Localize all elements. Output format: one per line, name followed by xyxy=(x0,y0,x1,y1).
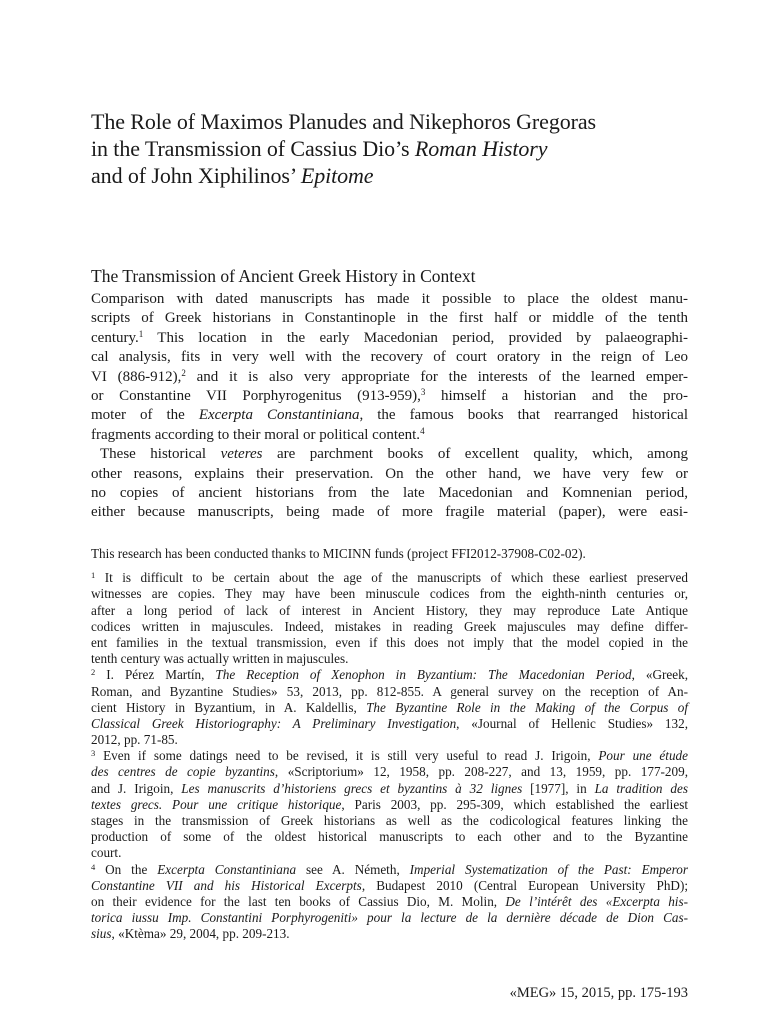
funding-note: This research has been conducted thanks to MICINN funds (project FFI2012-37908-C02-02). xyxy=(91,546,586,561)
body-line: century.$^1$ This location in the early Macedonian period, provided by palaeographi- xyxy=(91,328,688,346)
body-line: either because manuscripts, being made of more fragile material (paper), were easi- xyxy=(91,504,688,521)
body-line: These historical veteres are parchment books of excellent quality, which, among xyxy=(100,446,688,463)
footnote-4: $^4$ On the Excerpta Constantiniana see A. Németh, Imperial Systematization of the Past: Emperor Constantine VII and his Historical Excerpts, Budapest 2010 (Central European University PhD); on their evidence for the last ten books of Cassius Dio, M. Molin, De l’intérêt des «Excerpta his- torica iussu Imp. Constantini Porphyrogeniti» pour la lecture de la dernière décade de Dion Cas- sius, «Ktèma» 29, 2004, pp. 209-213. xyxy=(91,861,688,942)
footnotes xyxy=(91,546,688,943)
body-line: cal analysis, fits in very well with the recovery of court oratory in the reign of Leo xyxy=(91,349,688,366)
body-line: scripts of Greek historians in Constantinople in the first half or middle of the tenth xyxy=(91,310,688,327)
body-line: other reasons, explains their preservation. On the other hand, we have very few or xyxy=(91,465,688,482)
body-line: Comparison with dated manuscripts has made it possible to place the oldest manu- xyxy=(91,291,688,307)
footnote-ref: 2 xyxy=(181,367,186,378)
footnote-3: $^3$ Even if some datings need to be revised, it is still very useful to read J. Irigoin, Pour une étude des centres de copie byzantins, «Scriptorium» 12, 1958, pp. 208-227, and 13, 1959, pp. 177-209, and J. Irigoin, Les manuscrits d’historiens grecs et byzantins à 32 lignes [1977], in La tradition des textes grecs. Pour une critique historique, Paris 2003, pp. 295-309, which established the earliest stages in the transmission of Greek historians as well as the codicological features linking the production of some of the oldest historical manuscripts to each other and to the Byzantine court. xyxy=(91,748,689,861)
footnote-2: $^2$ I. Pérez Martín, The Reception of Xenophon in Byzantium: The Macedonian Period, «Greek, Roman, and Byzantine Studies» 53, 2013, pp. 812-855. A general survey on the reception of An- cient History in Byzantium, in A. Kaldellis, The Byzantine Role in the Making of the Corpus of Classical Greek Historiography: A Preliminary Investigation, «Journal of Hellenic Studies» 132, 2012, pp. 71-85. xyxy=(91,667,689,748)
section-heading: The Transmission of Ancient Greek History in Context xyxy=(91,266,476,286)
title-line-3: and of John Xiphilinos’ Epitome xyxy=(91,163,374,188)
title-line-2: in the Transmission of Cassius Dio’s Roman History xyxy=(91,136,548,161)
footnote-ref: 3 xyxy=(420,386,426,397)
footnote-1: $^1$ It is difficult to be certain about the age of the manuscripts of which these earliest preserved witnesses are copies. They may have been minuscule codices from the eighth-ninth centuries or, after a long period of lack of interest in Ancient History, they may reproduce Late Antique codices written in majuscules. Indeed, mistakes in reading Greek majuscules may define differ- ent families in the textual transmission, even if this does not imply that the model copied in the tenth century was actually written in majuscules. xyxy=(91,570,688,667)
footnote-ref: 1 xyxy=(138,328,144,339)
title-line-1: The Role of Maximos Planudes and Nikephoros Gregoras xyxy=(91,109,596,134)
body-line: or Constantine VII Porphyrogenitus (913-959),$^3$ himself a historian and the pro- xyxy=(91,386,688,404)
body-line: moter of the Excerpta Constantiniana, the famous books that rearranged historical xyxy=(91,407,689,424)
body-line: VI (886-912),$^2$ and it is also very appropriate for the interests of the learned emper- xyxy=(91,367,688,385)
article-title xyxy=(91,108,688,189)
footnote-ref: 4 xyxy=(420,425,425,436)
body-line: no copies of ancient historians from the late Macedonian and Komnenian period, xyxy=(91,484,688,501)
body-text xyxy=(91,290,688,523)
page xyxy=(91,0,688,1024)
journal-citation: «MEG» 15, 2015, pp. 175-193 xyxy=(509,985,688,1001)
body-line: fragments according to their moral or political content.$^4$ xyxy=(91,425,425,443)
